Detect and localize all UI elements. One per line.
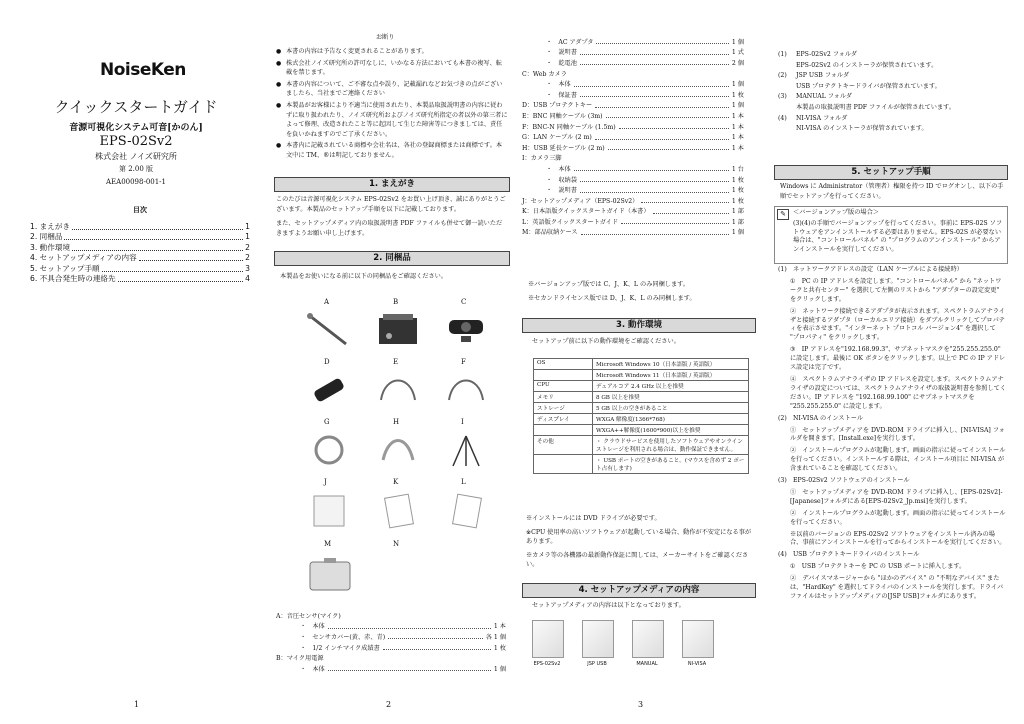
folder-text: MANUAL フォルダ	[796, 93, 852, 101]
toc-row	[30, 221, 250, 232]
sec1-text-1: このたびは音源可視化システム EPS-02Sv2 をお買い上げ頂き、誠にありがとうございます。本製品のセットアップ手順を以下に記載しております。	[276, 196, 506, 213]
toc-page: 4	[245, 274, 250, 284]
item-row	[276, 652, 506, 663]
product-letter: J	[324, 478, 327, 486]
item-dots	[653, 208, 729, 214]
folder-text: JSP USB フォルダ	[796, 72, 850, 80]
env-key: メモリ	[534, 392, 593, 403]
item-qty: 1 枚	[493, 644, 506, 652]
item-name: ・ 説明書	[546, 187, 577, 195]
folder-desc	[778, 50, 1008, 60]
product-image	[375, 310, 423, 354]
item-dots	[581, 229, 729, 235]
folder-description-list	[778, 50, 1008, 135]
item-name: B：マイク用電源	[276, 655, 324, 663]
item-row	[522, 110, 744, 121]
setup-step: (2) NI-VISA のインストール	[778, 414, 864, 422]
product-letter: N	[393, 540, 400, 548]
guide-title: クイックスタートガイド	[54, 98, 218, 116]
product-letter: L	[461, 478, 466, 486]
item-dots	[580, 59, 729, 65]
product-image	[375, 430, 423, 474]
item-row	[522, 131, 744, 142]
product-image	[443, 430, 491, 474]
item-dots	[580, 91, 729, 97]
item-dots	[595, 102, 729, 108]
toc-row	[30, 253, 250, 264]
item-row	[522, 78, 744, 89]
sec2-text: 本製品をお使いになる前に以下の同梱品をご確認ください。	[280, 273, 448, 280]
environment-table	[533, 358, 749, 474]
notice-list	[276, 47, 508, 163]
toc-title: 目次	[133, 206, 147, 214]
product-letter: M	[324, 540, 332, 548]
item-name: G：LAN ケーブル (2 m)	[522, 134, 592, 142]
setup-step: ① USB プロテクトキーを PC の USB ポートに挿入します。	[790, 563, 966, 571]
item-qty: 1 枚	[731, 176, 744, 184]
item-name: ・ センサカバー(黄、赤、青)	[300, 633, 386, 641]
folder-desc	[778, 124, 1008, 134]
included-items-list-cont	[522, 36, 744, 237]
product-letter: A	[324, 298, 330, 306]
folder-label: JSP USB	[587, 661, 607, 667]
toc-dots	[72, 244, 243, 251]
toc-row	[30, 274, 250, 285]
env-key: その他	[534, 436, 593, 455]
env-value: デュアルコア 2.4 GHz 以上を推奨	[593, 381, 749, 392]
product-letter: D	[324, 358, 330, 366]
item-name: A：音圧センサ(マイク)	[276, 612, 341, 620]
env-row	[534, 370, 749, 381]
document-number: AEA00098-001-1	[105, 178, 167, 186]
item-qty: 1 個	[493, 665, 506, 673]
toc-label: 4. セットアップメディアの内容	[30, 253, 137, 263]
item-qty: 1 本	[731, 144, 744, 152]
item-dots	[595, 134, 729, 140]
product-subtitle: 音源可視化システム可音[かのん]	[69, 123, 203, 133]
setup-steps	[778, 266, 1006, 605]
item-dots	[580, 176, 729, 182]
column-4	[774, 0, 1008, 724]
item-name: ・ 説明書	[546, 49, 577, 57]
env-key	[534, 455, 593, 474]
item-row	[522, 216, 744, 227]
env-value: Microsoft Windows 11（日本語版 / 英語版）	[593, 370, 749, 381]
folder-desc	[778, 61, 1008, 71]
setup-step: ① PC の IP アドレスを設定します。"コントロールパネル" から "ネットワークと共有センター" を選択して左側のリストから "アダプターの設定変更" をクリックします。	[790, 277, 1002, 303]
folder-num	[778, 82, 796, 92]
env-row	[534, 425, 749, 436]
folder-text: NI-VISA のインストーラが保管されています。	[796, 125, 928, 133]
env-row	[534, 381, 749, 392]
item-dots	[383, 644, 491, 650]
column-2	[270, 0, 510, 724]
notice-item: ● 本書の内容は予告なく変更されることがあります。	[276, 47, 508, 57]
toc-label: 3. 動作環境	[30, 242, 71, 252]
folder-desc	[778, 103, 1008, 113]
toc-dots	[118, 275, 244, 282]
item-name: ・ 本体	[300, 665, 325, 673]
env-value: Microsoft Windows 10（日本語版 / 英語版）	[593, 359, 749, 370]
item-qty: 1 枚	[731, 91, 744, 99]
item-name: ・ AC アダプタ	[546, 38, 594, 46]
folder-num	[778, 103, 796, 113]
toc-dots	[72, 223, 243, 230]
folder-label: NI-VISA	[687, 661, 707, 667]
product-image	[443, 370, 491, 414]
item-qty: 1 個	[731, 102, 744, 110]
product-image	[443, 310, 491, 354]
product-letter: H	[393, 418, 400, 426]
item-dots	[580, 187, 729, 193]
item-name: ・ 本体	[300, 623, 325, 631]
toc-label: 6. 不具合発生時の連絡先	[30, 274, 116, 284]
item-row	[276, 621, 506, 632]
toc-page: 2	[245, 242, 250, 252]
item-row	[522, 174, 744, 185]
item-dots	[619, 123, 729, 129]
toc-row	[30, 263, 250, 274]
item-qty: 1 部	[731, 218, 744, 226]
folder-text: 本製品の取扱説明書 PDF ファイルが保管されています。	[796, 103, 956, 111]
env-value: WXGA 解像度(1366*768)	[593, 414, 749, 425]
setup-step: ② ネットワーク接続できるアダプタが表示されます。スペクトラムアナライザと接続するアダプタ（ローカルエリア接続）をダブルクリックしてプロパティを表示させます。"インターネット プロトコル バージョン4" を選択して "プロパティ" をクリックします。	[790, 307, 1005, 342]
cover-column	[22, 0, 250, 724]
notice-item: ● 本書の内容について、ご不審な点や誤り、記載漏れなどお気づきの点がございましたら、当社までご連絡ください	[276, 80, 508, 99]
env-note: ※CPU 使用率の高いソフトウェアが起動している場合、動作が不安定になる事があります。	[526, 528, 752, 546]
item-dots	[608, 144, 729, 150]
item-dots	[596, 38, 728, 44]
item-qty: 1 本	[731, 112, 744, 120]
folder-label: MANUAL	[636, 661, 658, 667]
product-image	[375, 490, 423, 534]
product-image	[306, 490, 354, 534]
product-letter: E	[393, 358, 399, 366]
item-name: L：英語版クイックスタートガイド	[522, 218, 619, 226]
toc-label: 2. 同梱品	[30, 232, 63, 242]
env-key: ストレージ	[534, 403, 593, 414]
item-name: ・ 1/2 インチマイク成績書	[300, 644, 380, 652]
folder-num: (2)	[778, 72, 787, 80]
item-row	[522, 142, 744, 153]
setup-step: ③ IP アドレスを"192.168.99.3"、サブネットマスクを"255.255.255.0" に設定します。最後に OK ボタンをクリックします。以上で PC の IP アドレス設定は完了です。	[790, 346, 1006, 372]
item-qty: 1 台	[731, 165, 744, 173]
folder-num: (4)	[778, 114, 787, 122]
env-row	[534, 359, 749, 370]
page-number: 2	[386, 700, 392, 709]
upgrade-box	[774, 206, 1008, 264]
item-row	[276, 610, 506, 621]
item-row	[522, 163, 744, 174]
item-dots	[621, 218, 729, 224]
product-image	[375, 370, 423, 414]
env-value: 5 GB 以上の空きがあること	[593, 403, 749, 414]
toc-row	[30, 242, 250, 253]
item-row	[522, 121, 744, 132]
item-row	[522, 184, 744, 195]
section-4-header: 4. セットアップメディアの内容	[522, 583, 756, 598]
product-image	[443, 490, 491, 534]
folder-num	[778, 61, 796, 71]
env-value: ・ USB ポートの空きがあること。(マウスを含めず 2 ポート占有します)	[593, 455, 749, 474]
toc-label: 5. セットアップ手順	[30, 263, 100, 273]
env-value: 8 GB 以上を推奨	[593, 392, 749, 403]
product-letter: C	[461, 298, 467, 306]
env-value: WXGA++解像度(1600*900)以上を推奨	[593, 425, 749, 436]
product-letter: F	[461, 358, 466, 366]
toc-label: 1. まえがき	[30, 221, 71, 231]
env-key	[534, 425, 593, 436]
item-qty: 1 本	[731, 123, 744, 131]
item-qty: 1 個	[731, 38, 744, 46]
setup-step: (1) ネットワークアドレスの設定（LAN ケーブルによる接続時）	[778, 266, 963, 273]
toc-row	[30, 232, 250, 243]
setup-step: ④ スペクトラムアナライザの IP アドレスを設定します。スペクトラムアナライザの設定については、スペクトラムアナライザの取扱説明書を参照してください。IP アドレスを "192.168.99.100" にサブネットマスクを "255.255.255.0" に設定します。	[790, 375, 1007, 410]
item-row	[522, 89, 744, 100]
note-version-up: ※バージョンアップ版では C、J、K、L のみ同梱します。	[528, 281, 690, 288]
setup-step: (3) EPS-02Sv2 ソフトウェアのインストール	[778, 477, 910, 485]
noiseken-logo: NoiseKen	[100, 60, 186, 80]
item-qty: 1 本	[731, 134, 744, 142]
folder-text: NI-VISA フォルダ	[796, 114, 848, 122]
product-image	[306, 552, 354, 596]
section-1-header: 1. まえがき	[274, 177, 510, 192]
product-letter: I	[461, 418, 464, 426]
env-key: OS	[534, 359, 593, 370]
env-key	[534, 370, 593, 381]
item-name: J：セットアップメディア（EPS-02Sv2）	[522, 197, 639, 205]
item-dots	[641, 197, 729, 203]
item-qty: 1 個	[731, 81, 744, 89]
folder-text: USB プロテクトキードライバが保管されています。	[796, 82, 941, 90]
item-row	[276, 631, 506, 642]
included-items-list	[276, 610, 506, 674]
item-dots	[574, 165, 729, 171]
upgrade-text: (3)(4)の手順でバージョンアップを行ってください。事前に EPS-02S ソフトウェアをアンインストールする必要はありません。EPS-02S が必要ない場合は、"コントロールパネル" の "プログラムのアンインストール" からアンインストールを実行してください。	[793, 220, 1003, 253]
env-note: ※インストールには DVD ドライブが必要です。	[526, 515, 661, 522]
toc-dots	[102, 265, 244, 272]
sec3-text: セットアップ前に以下の動作環境をご確認ください。	[532, 338, 680, 345]
item-name: C：Web カメラ	[522, 70, 567, 78]
item-dots	[606, 112, 729, 118]
item-name: M：部品収納ケース	[522, 229, 578, 237]
env-row	[534, 455, 749, 474]
item-row	[276, 663, 506, 674]
toc-dots	[64, 233, 243, 240]
toc-page: 1	[245, 232, 250, 242]
notice-item: ● 株式会社ノイズ研究所の許可なしに、いかなる方法においても本書の複写、転載を禁じます。	[276, 59, 508, 78]
env-row	[534, 436, 749, 455]
folder-desc	[778, 92, 1008, 102]
setup-step: ② インストールプログラムが起動します。画面の指示に従ってインストールを行ってください。インストールする際は、インストール項目に NI-VISA が含まれていることを確認してください。	[790, 447, 1006, 473]
item-name: I：カメラ三脚	[522, 155, 562, 163]
env-note: ※カメラ等の各機器の最新動作保証に関しては、メーカーサイトをご確認ください。	[526, 551, 749, 569]
sec1-text-2: また、セットアップメディア内の取扱説明書 PDF ファイルも併せて御一読いただきますようお願い申し上げます。	[276, 220, 503, 237]
edition: 第 2.00 版	[118, 165, 154, 173]
setup-step: ① セットアップメディアを DVD-ROM ドライブに挿入し、[EPS-02Sv2]-[Japanese]フォルダにある[EPS-02Sv2_Jp.msi]を実行します。	[790, 488, 1003, 505]
item-row	[522, 68, 744, 79]
env-value: ・ クラウドサービスを使用したソフトウェアやオンラインストレージを利用される場合は、動作保証できません。	[593, 436, 749, 455]
setup-step: ① セットアップメディアを DVD-ROM ドライブに挿入し、[NI-VISA] フォルダを開きます。[Install.exe]を実行します。	[790, 426, 1005, 443]
section-5-header: 5. セットアップ手順	[774, 165, 1008, 180]
folder-desc	[778, 114, 1008, 124]
item-row	[522, 36, 744, 47]
folder-num	[778, 124, 796, 134]
item-name: K：日本語版クイックスタートガイド（本書）	[522, 208, 650, 216]
toc-dots	[139, 254, 243, 261]
page-number: 1	[134, 700, 140, 709]
item-row	[522, 57, 744, 68]
item-name: D：USB プロテクトキー	[522, 102, 593, 110]
env-row	[534, 403, 749, 414]
item-row	[522, 227, 744, 238]
note-second-license: ※セカンドライセンス版では D、J、K、L のみ同梱します。	[528, 295, 696, 302]
toc-page: 3	[245, 263, 250, 273]
item-dots	[574, 81, 729, 87]
env-row	[534, 392, 749, 403]
item-name: H：USB 延長ケーブル (2 m)	[522, 144, 605, 152]
item-qty: 1 個	[731, 229, 744, 237]
setup-step: ② インストールプログラムが起動します。画面の指示に従ってインストールを行ってください。	[790, 509, 1006, 526]
env-key: CPU	[534, 381, 593, 392]
folder-num: (1)	[778, 51, 787, 58]
section-2-header: 2. 同梱品	[274, 251, 510, 266]
setup-step: (4) USB プロテクトキードライバのインストール	[778, 551, 920, 559]
env-key: ディスプレイ	[534, 414, 593, 425]
setup-step: ※以前のバージョンの EPS-02Sv2 ソフトウェアをインストール済みの場合、事前にアンインストールを行ってからインストールを実行してください。	[790, 530, 1006, 547]
table-of-contents	[30, 205, 250, 284]
item-qty: 1 部	[731, 208, 744, 216]
folder-label: EPS-02Sv2	[533, 661, 561, 667]
product-letter: K	[393, 478, 399, 486]
folder-num: (3)	[778, 93, 787, 101]
page-number: 3	[638, 700, 644, 709]
upgrade-heading: ＜バージョンアップ版の場合＞	[793, 209, 879, 216]
folder-text: EPS-02Sv2 のインストーラが保管されています。	[796, 61, 938, 69]
product-image	[306, 370, 354, 414]
sec5-intro: Windows に Administrator（管理者）権限を持つ ID でログオンし、以下の手順でセットアップを行ってください。	[780, 183, 1004, 200]
folder-text: EPS-02Sv2 フォルダ	[796, 51, 857, 58]
item-dots	[328, 623, 491, 629]
item-qty: 各 1 個	[485, 633, 506, 641]
item-name: ・ 本体	[546, 81, 571, 89]
item-dots	[388, 633, 483, 639]
item-row	[522, 153, 744, 164]
item-name: E：BNC 同軸ケーブル (3m)	[522, 112, 603, 120]
folder-desc	[778, 71, 1008, 81]
item-qty: 1 本	[493, 623, 506, 631]
notice-item: ● 本製品がお客様により不適当に使用されたり、本製品取扱説明書の内容に従わずに取り扱われたり、ノイズ研究所およびノイズ研究所指定の者以外の第三者によって修理、改造されたこと等に起因して生じた障害等につきましては、責任を負いかねますのでご了承ください。	[276, 101, 508, 139]
item-name: ・ 保証書	[546, 91, 577, 99]
item-name: ・ 収納袋	[546, 176, 577, 184]
product-letter: B	[393, 298, 399, 306]
sec4-text: セットアップメディアの内容は以下となっております。	[532, 602, 685, 609]
product-letter: G	[324, 418, 330, 426]
notice-heading: お断り	[376, 34, 395, 41]
item-qty: 1 枚	[731, 187, 744, 195]
product-image	[306, 430, 354, 474]
item-dots	[580, 49, 729, 55]
note-icon: ✎	[777, 209, 789, 220]
item-row	[522, 206, 744, 217]
model-name: EPS-02Sv2	[99, 134, 173, 149]
company-name: 株式会社 ノイズ研究所	[95, 152, 177, 161]
product-image	[306, 310, 354, 354]
folder-desc	[778, 82, 1008, 92]
item-row	[522, 195, 744, 206]
toc-page: 1	[245, 221, 250, 231]
env-row	[534, 414, 749, 425]
section-3-header: 3. 動作環境	[522, 318, 756, 333]
item-row	[522, 100, 744, 111]
setup-step: ② デバイスマネージャーから "ほかのデバイス" の "不明なデバイス" または、"HardKey" を選択してドライバのインストールを実行します。ドライバファイルはセットアップメディアの[JSP USB]フォルダにあります。	[790, 575, 1004, 600]
item-row	[522, 47, 744, 58]
item-qty: 1 枚	[731, 197, 744, 205]
item-name: ・ 乾電池	[546, 59, 577, 67]
item-name: F：BNC-N 同軸ケーブル (1.5m)	[522, 123, 616, 131]
notice-item: ● 本書内に記載されている商標や会社名は、各社の登録商標または商標です。本文中に TM、®は明記しておりません。	[276, 141, 508, 160]
item-row	[276, 642, 506, 653]
toc-page: 2	[245, 253, 250, 263]
item-dots	[328, 665, 491, 671]
item-qty: 2 個	[731, 59, 744, 67]
item-name: ・ 本体	[546, 165, 571, 173]
item-qty: 1 式	[731, 49, 744, 57]
